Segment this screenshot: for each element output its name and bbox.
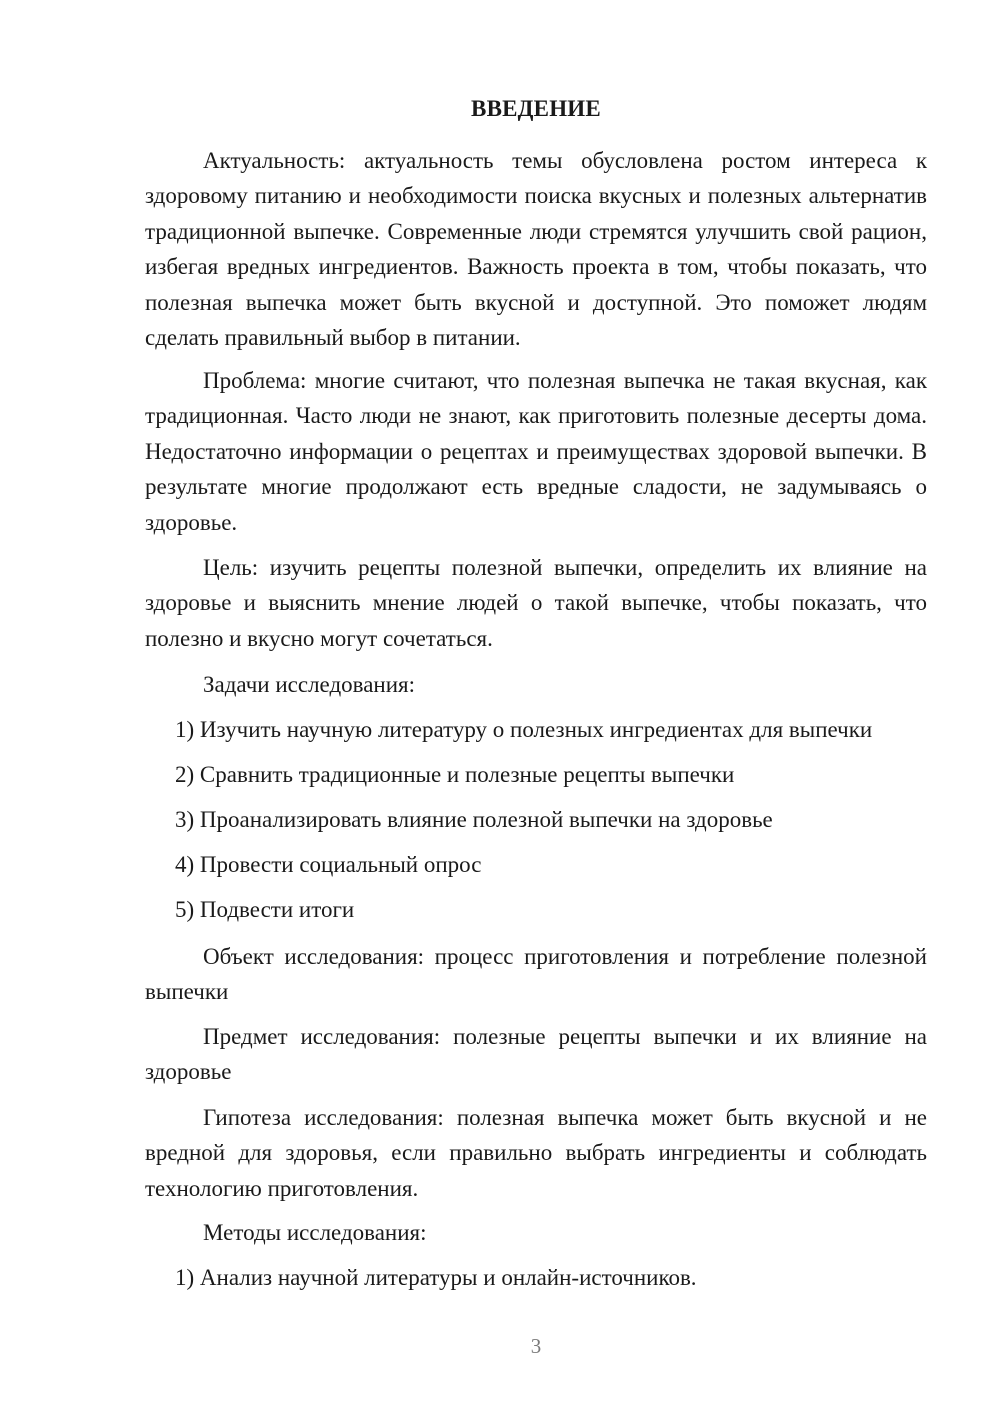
method-item: 1) Анализ научной литературы и онлайн-источников. (175, 1265, 697, 1290)
goal-paragraph: Цель: изучить рецепты полезной выпечки, определить их влияние на здоровье и выяснить мнение людей о такой выпечке, чтобы показать, что полезно и вкусно могут сочетаться. (145, 555, 927, 651)
task-item: 2) Сравнить традиционные и полезные рецепты выпечки (175, 762, 735, 787)
methods-heading: Методы исследования: (203, 1220, 427, 1245)
hypothesis-paragraph: Гипотеза исследования: полезная выпечка может быть вкусной и не вредной для здоровья, если правильно выбрать ингредиенты и соблюдать технологию приготовления. (145, 1105, 927, 1201)
task-item: 1) Изучить научную литературу о полезных ингредиентах для выпечки (175, 717, 873, 742)
task-item: 4) Провести социальный опрос (175, 852, 482, 877)
object-paragraph: Объект исследования: процесс приготовления и потребление полезной выпечки (145, 944, 927, 1005)
task-item: 5) Подвести итоги (175, 897, 355, 922)
page-title: ВВЕДЕНИЕ (471, 96, 601, 121)
problem-paragraph: Проблема: многие считают, что полезная выпечка не такая вкусная, как традиционная. Часто люди не знают, как приготовить полезные десерты дома. Недостаточно информации о рецептах и преимуществах здоровой выпечки. В результате многие продолжают есть вредные сладости, не задумываясь о здоровье. (145, 368, 927, 535)
task-item: 3) Проанализировать влияние полезной выпечки на здоровье (175, 807, 773, 832)
relevance-paragraph: Актуальность: актуальность темы обусловлена ростом интереса к здоровому питанию и необходимости поиска вкусных и полезных альтернатив традиционной выпечке. Современные люди стремятся улучшить свой рацион, избегая вредных ингредиентов. Важность проекта в том, чтобы показать, что полезная выпечка может быть вкусной и доступной. Это поможет людям сделать правильный выбор в питании. (145, 148, 927, 351)
page-number: 3 (530, 1334, 542, 1358)
subject-paragraph: Предмет исследования: полезные рецепты выпечки и их влияние на здоровье (145, 1024, 927, 1085)
tasks-heading: Задачи исследования: (203, 672, 416, 697)
